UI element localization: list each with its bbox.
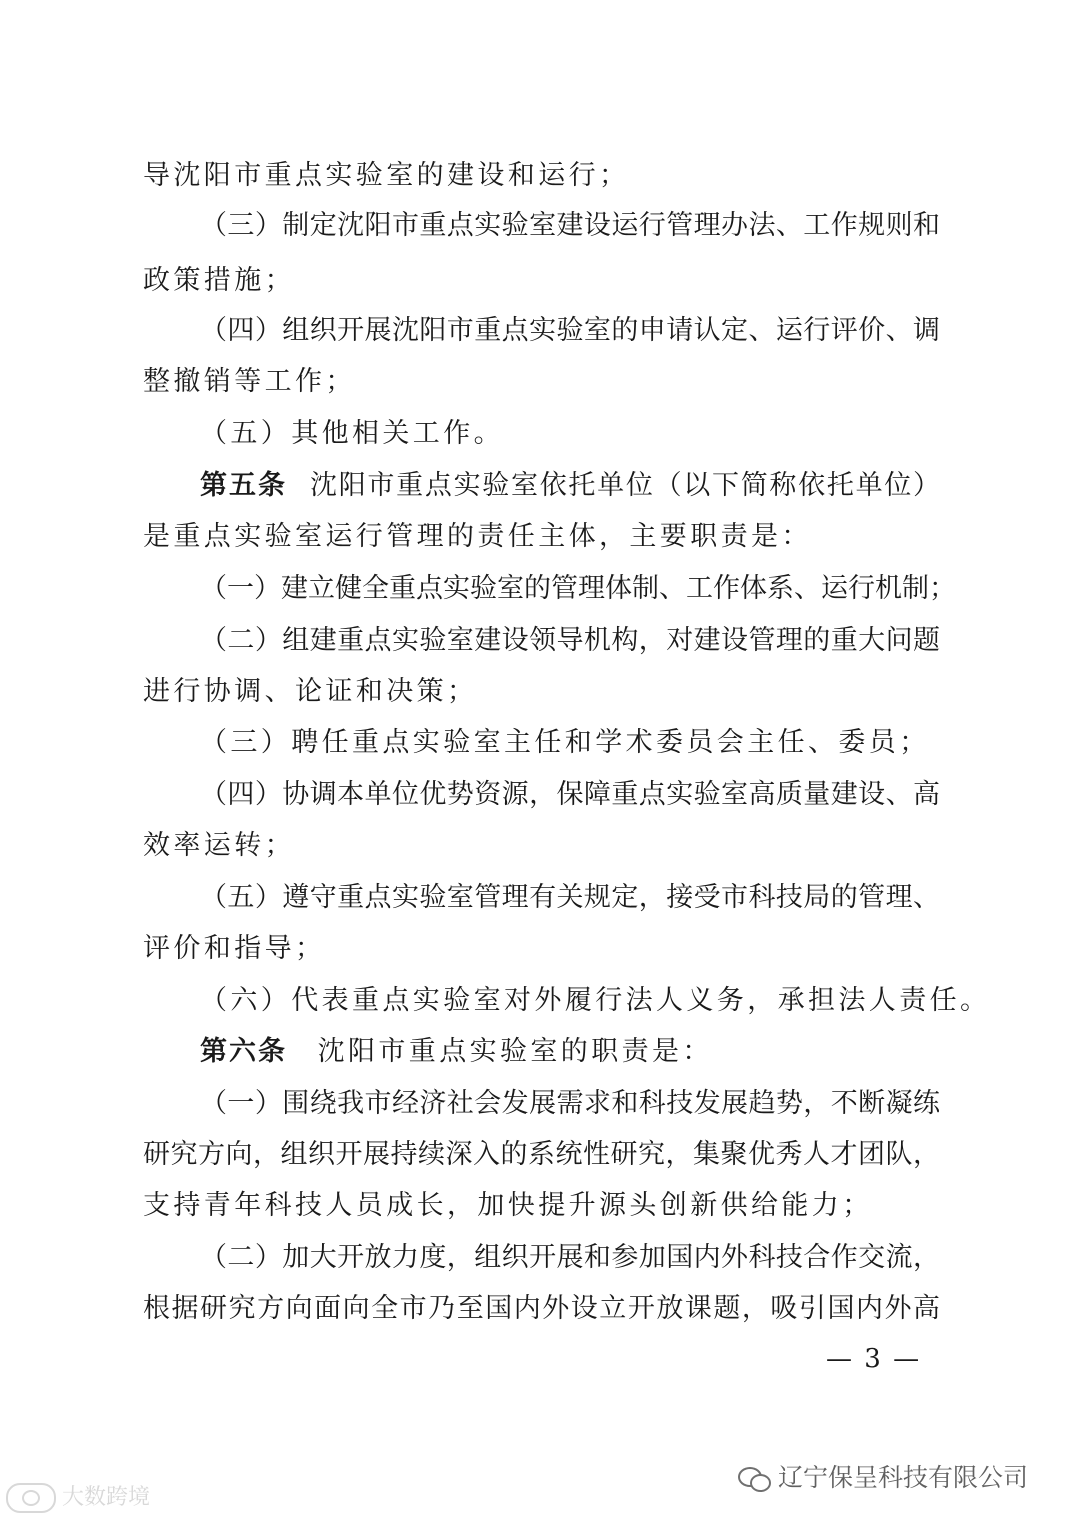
watermark-logo-icon — [6, 1483, 56, 1513]
text-line-5: 整撤销等工作； — [143, 366, 356, 397]
article-6-heading: 第六条 — [200, 1036, 287, 1067]
text-line-9: （一）建立健全重点实验室的管理体制、工作体系、运行机制； — [200, 573, 956, 604]
wechat-icon — [738, 1465, 770, 1491]
watermark-right — [738, 1460, 1028, 1496]
text-line-2: （三）制定沈阳市重点实验室建设运行管理办法、工作规则和 — [200, 210, 940, 241]
text-line-19: （一）围绕我市经济社会发展需求和科技发展趋势，不断凝练 — [200, 1088, 940, 1119]
text-line-11: 进行协调、论证和决策； — [143, 676, 478, 707]
article-6-line — [200, 1032, 940, 1072]
article-6-text: 沈阳市重点实验室的职责是： — [317, 1036, 713, 1067]
text-line-3: 政策措施； — [143, 265, 295, 296]
text-line-10: （二）组建重点实验室建设领导机构，对建设管理的重大问题 — [200, 625, 940, 656]
text-line-23: 根据研究方向面向全市乃至国内外设立开放课题，吸引国内外高 — [143, 1293, 940, 1324]
text-line-16: 评价和指导； — [143, 933, 326, 964]
text-line-22: （二）加大开放力度，组织开展和参加国内外科技合作交流， — [200, 1242, 940, 1273]
text-line-17: （六）代表重点实验室对外履行法人义务，承担法人责任。 — [200, 985, 991, 1016]
text-line-15: （五）遵守重点实验室管理有关规定，接受市科技局的管理、 — [200, 882, 940, 913]
text-line-12: （三）聘任重点实验室主任和学术委员会主任、委员； — [200, 727, 930, 758]
text-line-13: （四）协调本单位优势资源，保障重点实验室高质量建设、高 — [200, 779, 940, 810]
article-5-heading: 第五条 — [200, 470, 287, 501]
page-number: — 3 — — [826, 1344, 922, 1374]
text-line-14: 效率运转； — [143, 830, 295, 861]
text-line-8: 是重点实验室运行管理的责任主体，主要职责是： — [143, 521, 812, 552]
text-line-20: 研究方向，组织开展持续深入的系统性研究，集聚优秀人才团队， — [143, 1139, 940, 1170]
article-5-line — [200, 466, 940, 506]
text-line-4: （四）组织开展沈阳市重点实验室的申请认定、运行评价、调 — [200, 315, 940, 346]
article-5-text: 沈阳市重点实验室依托单位（以下简称依托单位） — [310, 470, 940, 501]
watermark-left — [6, 1481, 150, 1515]
watermark-left-text: 大数跨境 — [62, 1485, 151, 1510]
text-line-1: 导沈阳市重点实验室的建设和运行； — [143, 160, 630, 191]
text-line-21: 支持青年科技人员成长，加快提升源头创新供给能力； — [143, 1190, 873, 1221]
text-line-6: （五）其他相关工作。 — [200, 418, 504, 449]
watermark-right-text: 辽宁保呈科技有限公司 — [778, 1463, 1029, 1492]
